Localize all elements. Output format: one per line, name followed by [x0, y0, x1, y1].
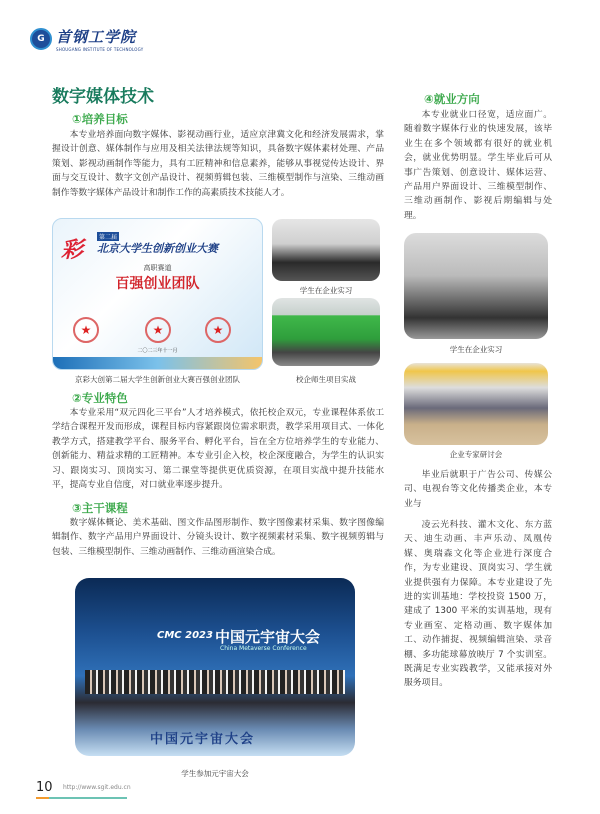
certificate-track: 高职赛道 [143, 264, 172, 272]
conference-subtitle: China Metaverse Conference [220, 645, 307, 652]
contest-emblem-icon: 彩 [61, 238, 84, 263]
section-heading-courses: ③主干课程 [72, 501, 128, 515]
caption-internship: 学生在企业实习 [299, 286, 353, 295]
logo-name-en: SHOUGANG INSTITUTE OF TECHNOLOGY [56, 47, 144, 52]
section-body-courses: 数字媒体概论、美术基础、图文作品图形制作、数字图像素材采集、数字图像编辑制作、数字产品用户界面设计、分镜头设计、数字视频素材采集、数字视频剪辑与包装、三维模型制作、三维动画制作、三维动画渲染合成。 [52, 518, 384, 557]
caption-certificate: 京彩大创第二届大学生创新创业大赛百强创业团队 [75, 375, 240, 384]
section-body-feature: 本专业采用“双元四化三平台”人才培养模式，依托校企双元，专业课程体系依工学结合课程开发而形成，课程目标内容紧跟岗位需求职责，教学采用项目式、一体化教学方式，搭建教学平台、服务平台、孵化平台，旨在全方位培养学生的专业能力、创新能力、精益求精的工匠精神。本专业引企入校，校企深度融合，为学生的认识实习、跟岗实习、顶岗实习、第二课堂等提供更优质资源，在项目实战中提升技能水平，提高专业自信度，对口就业率逐步提升。 [52, 408, 384, 491]
section-body-employment: 本专业就业口径宽，适应面广。随着数字媒体行业的快速发展，该毕业生在多个领域都有很好的就业机会，就业优势明显。学生毕业后可从事广告策划、创意设计、媒体运营、产品用户界面设计、三维模型制作、三维动画制作、影视后期编辑与处理。 [404, 110, 552, 221]
school-seal-icon: G [30, 28, 52, 50]
certificate-award: 百强创业团队 [115, 276, 200, 292]
stamp-icon: ★ [73, 317, 99, 343]
caption-project: 校企师生项目实战 [296, 375, 356, 384]
certificate-edition: 第二届 [99, 234, 118, 241]
group-of-people [85, 670, 345, 694]
stamp-icon: ★ [205, 317, 231, 343]
section-heading-feature: ②专业特色 [72, 391, 128, 405]
certificate-contest: 北京大学生创新创业大赛 [97, 242, 218, 255]
office-photo [404, 233, 548, 339]
website-url[interactable]: http://www.sgit.edu.cn [63, 784, 131, 791]
internship-photo [272, 219, 380, 281]
conference-logo: CMC 2023 [157, 630, 213, 641]
logo-name-cn: 首钢工学院 [56, 28, 137, 46]
caption-internship-2: 学生在企业实习 [449, 345, 503, 354]
footer-accent-line [36, 797, 49, 799]
certificate-date: 二〇二三年十一月 [137, 348, 178, 354]
stamp-icon: ★ [145, 317, 171, 343]
caption-seminar: 企业专家研讨会 [449, 450, 503, 459]
school-logo [30, 26, 143, 52]
right-paragraph-2: 凌云光科技、灌木文化、东方蓝天、迪生动画、丰声乐动、凤凰传媒、奥瑞森文化等企业进行深度合作，为专业建设、顶岗实习、学生就业提供强有力保障。本专业建设了先进的实训基地：学校投资 1500 万，建成了 1300 平米的实训基地，现有专业画室、定格动画、数字媒体加工、动作捕捉、视频编辑渲染、录音棚、多功能球幕放映厅 7 个实训室。既满足专业实践教学，又能承接对外服务项目。 [404, 520, 552, 689]
conference-title: 中国元宇宙大会 [215, 628, 321, 646]
seminar-photo [404, 363, 548, 445]
caption-conference: 学生参加元宇宙大会 [181, 769, 249, 778]
conference-photo [75, 578, 355, 756]
footer-line [49, 797, 127, 799]
page-title: 数字媒体技术 [52, 87, 154, 107]
page-number: 10 [36, 780, 53, 795]
certificate-image [52, 218, 263, 370]
section-heading-goal: ①培养目标 [72, 112, 128, 126]
right-paragraph-1: 毕业后就职于广告公司、传媒公司、电视台等文化传播类企业，本专业与 [404, 470, 552, 509]
project-photo [272, 298, 380, 366]
section-body-goal: 本专业培养面向数字媒体、影视动画行业，适应京津冀文化和经济发展需求，掌握设计创意、媒体制作与应用及相关法律法规等知识，具备数字媒体素材处理、产品策划、影视动画制作等能力，具有工匠精神和信息素养，能够从事视觉传达设计、界面与交互设计、数字文创产品设计、视频剪辑包装、三维模型制作与渲染、三维动画制作等数字媒体产品设计和制作工作的高素质技术技能人才。 [52, 130, 384, 198]
section-heading-employment: ④就业方向 [424, 92, 480, 106]
conference-stage-title: 中国元宇宙大会 [150, 732, 256, 747]
